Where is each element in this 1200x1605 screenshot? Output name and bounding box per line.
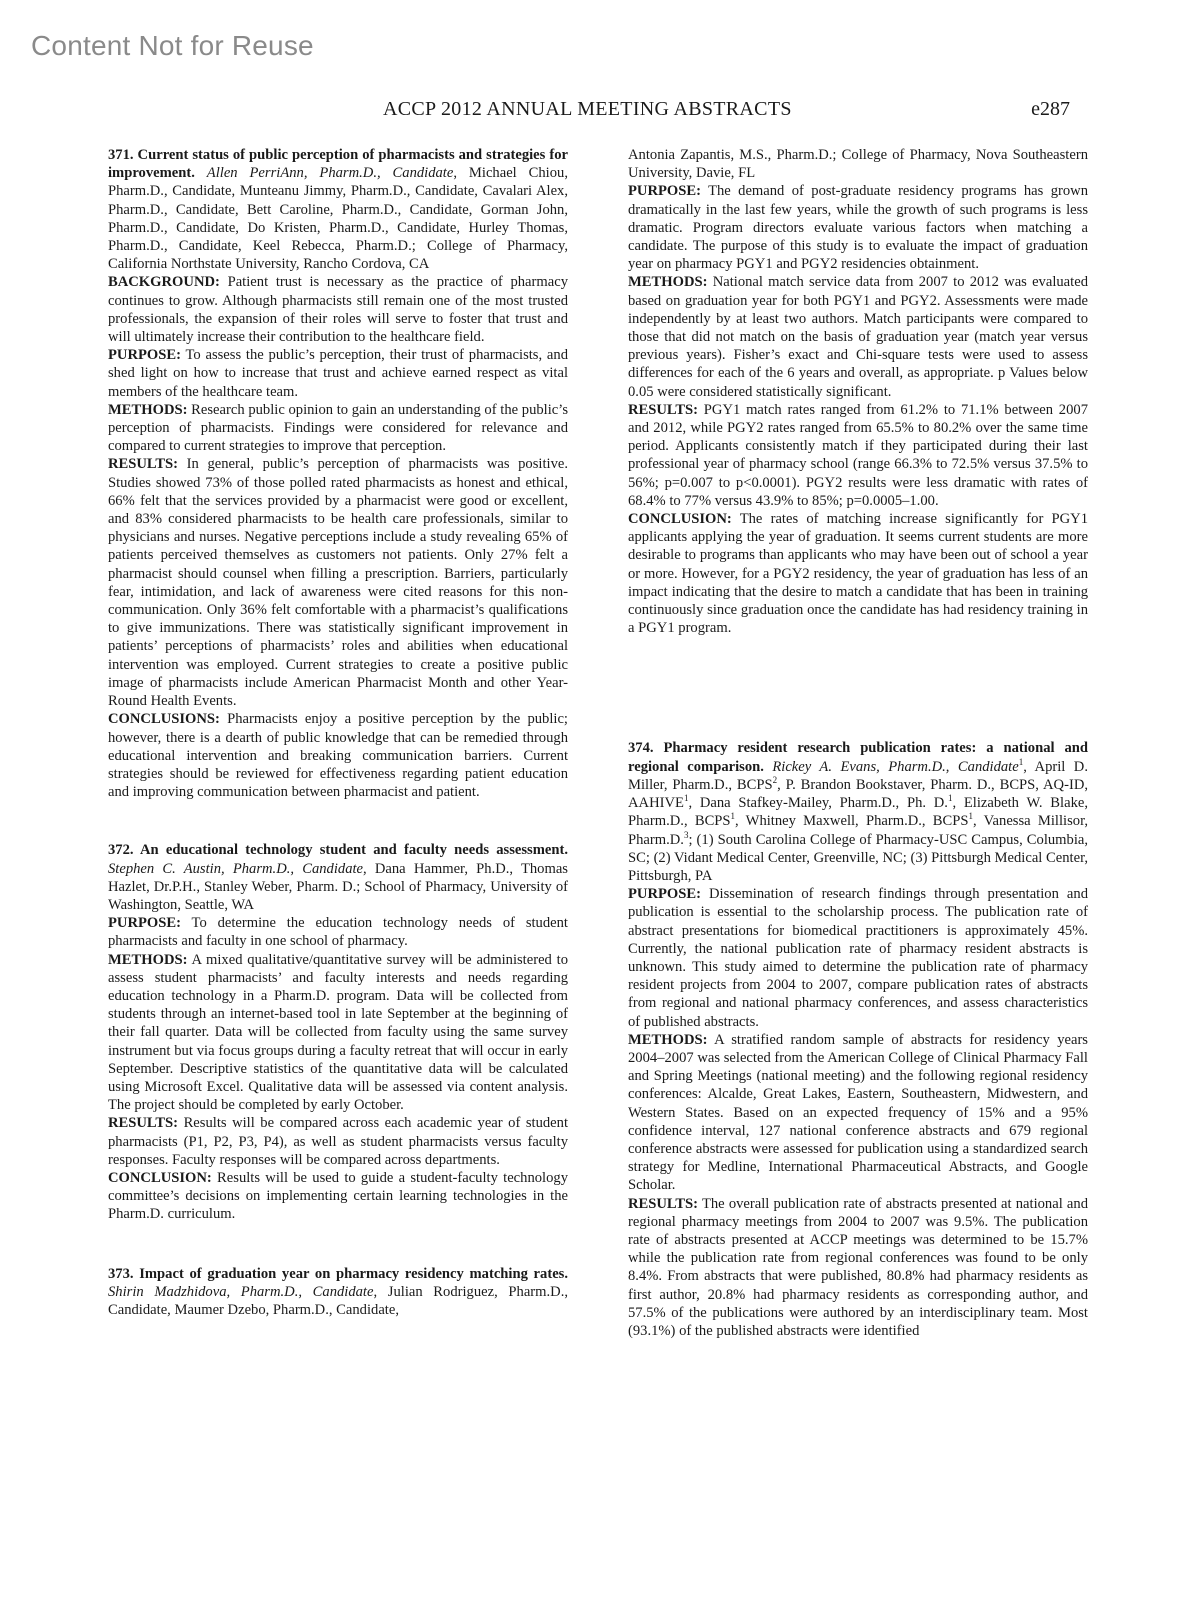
abstract-372-title: 372. An educational technology student and faculty needs assessment. xyxy=(108,842,568,859)
abstract-373-results xyxy=(628,401,1088,510)
affiliation-marker: 2 xyxy=(772,775,778,786)
abstract-374 xyxy=(628,739,1088,1340)
spacer xyxy=(108,801,568,841)
section-text: A stratified random sample of abstracts for residency years 2004–2007 was selected from the American College of Clinical Pharmacy Fall and Spring Meetings (national meeting) and the following regional residency conferences: Alcalde, Great Lakes, Eastern, Southeastern, Midwestern, and Western States. Based on an expected frequency of 15% and a 95% confidence interval, 127 national conference abstracts and 679 regional conference abstracts were assessed for publication using a standardized search strategy for Medline, International Pharmaceutical Abstracts, and Google Scholar. xyxy=(628,1031,1088,1194)
page-number: e287 xyxy=(1031,98,1070,120)
section-label: CONCLUSIONS: xyxy=(108,711,220,728)
section-label: RESULTS: xyxy=(108,1115,179,1132)
left-column xyxy=(108,146,568,1319)
section-label: RESULTS: xyxy=(628,401,699,418)
section-label: PURPOSE: xyxy=(108,915,181,932)
section-label: RESULTS: xyxy=(108,456,179,473)
section-label: METHODS: xyxy=(108,401,188,418)
abstract-371-results xyxy=(108,455,568,710)
section-text: A mixed qualitative/quantitative survey will be administered to assess student pharmacists’ and faculty interests and needs regarding education technology in a Pharm.D. program. Data will be collected from students through an internet-based tool in late September at the beginning of their fall quarter. Data will be collected from faculty using the same survey instrument but via focus groups during a faculty retreat that will occur in early September. Descriptive statistics of the quantitative data will be calculated using Microsoft Excel. Qualitative data will be assessed via content analysis. The project should be completed by early October. xyxy=(108,951,568,1114)
abstract-373-authors: , Julian Rodriguez, Pharm.D., Candidate, Maumer Dzebo, Pharm.D., Candidate, xyxy=(108,1283,568,1318)
abstract-374-author-4: , Dana Stafkey-Mailey, Pharm.D., Ph. D. xyxy=(688,795,948,812)
abstract-373-heading xyxy=(108,1265,568,1320)
section-text: The overall publication rate of abstracts presented at national and regional pharmacy meetings from 2004 to 2007 was 9.5%. The publication rate of abstracts presented at ACCP meetings was determined to be 15.7% while the publication rate from regional conferences was found to be only 8.4%. From abstracts that were published, 80.8% had pharmacy residents as first author, 20.8% had pharmacy residents as corresponding author, and 57.5% of the publications were authored by an interdisciplinary team. Most (93.1%) of the published abstracts were identified xyxy=(628,1195,1088,1339)
abstract-372-purpose xyxy=(108,914,568,950)
running-head xyxy=(108,98,1070,124)
abstract-373-purpose xyxy=(628,182,1088,273)
abstract-373-start xyxy=(108,1265,568,1320)
abstract-371-purpose xyxy=(108,346,568,401)
abstract-371-title: 371. Current status of public perception of pharmacists and strategies for improvement. xyxy=(108,147,568,182)
abstract-374-purpose xyxy=(628,885,1088,1031)
abstract-372-first-author: Stephen C. Austin, Pharm.D., Candidate xyxy=(108,860,364,877)
section-text: Results will be used to guide a student-faculty technology committee’s decisions on implementing certain learning technologies in the Pharm.D. curriculum. xyxy=(108,1169,568,1223)
affiliation-marker: 1 xyxy=(1018,756,1024,767)
abstract-374-author-5: , Elizabeth W. Blake, Pharm.D., BCPS xyxy=(628,795,1088,830)
abstract-373-conclusion xyxy=(628,510,1088,637)
abstract-371-authors: , Michael Chiou, Pharm.D., Candidate, Munteanu Jimmy, Pharm.D., Candidate, Cavalari Alex, Pharm.D., Candidate, Bett Caroline, Pharm.D., Candidate, Gorman John, Pharm.D., Candidate, Do Kristen, Pharm.D., Candidate, Hurley Thomas, Pharm.D., Candidate, Keel Rebecca, Pharm.D.; College of Pharmacy, California Northstate University, Rancho Cordova, CA xyxy=(108,165,568,273)
section-label: PURPOSE: xyxy=(628,183,701,200)
affiliation-marker: 1 xyxy=(730,811,736,822)
section-text: The demand of post-graduate residency programs has grown dramatically in the last few years, while the growth of such programs is less dramatic. Program directors evaluate various factors when matching a candidate. The purpose of this study is to evaluate the impact of graduation year on pharmacy PGY1 and PGY2 residencies obtainment. xyxy=(628,183,1088,273)
abstract-373-title: 373. Impact of graduation year on pharmacy residency matching rates. xyxy=(108,1265,568,1282)
abstract-372-results xyxy=(108,1114,568,1169)
abstract-373-authors-continued: Antonia Zapantis, M.S., Pharm.D.; College of Pharmacy, Nova Southeastern University, Davie, FL xyxy=(628,147,1088,182)
abstract-372 xyxy=(108,841,568,1223)
abstract-374-author-3: , P. Brandon Bookstaver, Pharm. D., BCPS, AQ-ID, AAHIVE xyxy=(628,776,1089,812)
section-label: METHODS: xyxy=(628,1031,708,1048)
section-text: In general, public’s perception of pharmacists was positive. Studies showed 73% of those polled rated pharmacists as honest and ethical, 66% felt that the services provided by a pharmacist were good or excellent, and 83% considered pharmacists to be health care professionals, similar to physicians and nurses. Negative perceptions include a study revealing 65% of patients perceived themselves as customers not patients. Only 27% felt a pharmacist should counsel when filling a prescription. Barriers, particularly fear, intimidation, and lack of awareness were cited reasons for this non-communication. Only 36% felt comfortable with a pharmacist’s qualifications to give immunizations. There was statistically significant improvement in patients’ perceptions of pharmacists’ roles and abilities when educational intervention was employed. Current strategies to create a positive public image of pharmacists include American Pharmacist Month and other Year-Round Health Events. xyxy=(108,456,568,710)
abstract-374-methods xyxy=(628,1031,1088,1195)
section-text: Pharmacists enjoy a positive perception by the public; however, there is a dearth of public knowledge that can be remedied through educational intervention and breaking communication barriers. Current strategies should be reviewed for effectiveness regarding patient education and improving communication between pharmacist and patient. xyxy=(108,711,568,801)
abstract-371-heading xyxy=(108,146,568,273)
abstract-374-author-7: , Vanessa Millisor, Pharm.D. xyxy=(628,813,1088,848)
section-label: PURPOSE: xyxy=(108,347,181,364)
affiliation-marker: 1 xyxy=(683,793,689,804)
right-column xyxy=(628,146,1088,1340)
section-label: METHODS: xyxy=(628,274,708,291)
abstract-372-authors: , Dana Hammer, Ph.D., Thomas Hazlet, Dr.P.H., Stanley Weber, Pharm. D.; School of Pharmacy, University of Washington, Seattle, WA xyxy=(108,860,568,913)
abstract-372-heading xyxy=(108,841,568,914)
spacer xyxy=(628,637,1088,739)
section-text: To assess the public’s perception, their trust of pharmacists, and shed light on how to increase that trust and achieve earned respect as vital members of the healthcare team. xyxy=(108,347,568,400)
affiliation-marker: 1 xyxy=(947,793,953,804)
section-label: CONCLUSION: xyxy=(628,511,732,528)
abstract-373-methods xyxy=(628,273,1088,400)
abstract-372-methods xyxy=(108,951,568,1115)
section-label: METHODS: xyxy=(108,951,188,968)
section-label: PURPOSE: xyxy=(628,886,701,903)
abstract-374-results xyxy=(628,1195,1088,1341)
abstract-373-first-author: Shirin Madzhidova, Pharm.D., Candidate xyxy=(108,1283,374,1300)
section-label: CONCLUSION: xyxy=(108,1169,212,1186)
abstract-372-conclusion xyxy=(108,1169,568,1224)
abstract-374-author-2: , April D. Miller, Pharm.D., BCPS xyxy=(628,758,1088,793)
section-text: PGY1 match rates ranged from 61.2% to 71.1% between 2007 and 2012, while PGY2 rates ranged from 65.5% to 80.2% over the same time period. Applicants consistently match if they participated during their last professional year of pharmacy school (range 66.3% to 72.5% versus 37.5% to 56%; p=0.007 to p<0.0001). PGY2 results were less dramatic with rates of 68.4% to 77% versus 43.9% to 85%; p=0.0005–1.00. xyxy=(628,401,1088,509)
affiliation-marker: 3 xyxy=(683,829,689,840)
spacer xyxy=(108,1224,568,1265)
abstract-374-affiliations: ; (1) South Carolina College of Pharmacy-USC Campus, Columbia, SC; (2) Vidant Medical Center, Greenville, NC; (3) Pittsburgh Medical Center, Pittsburgh, PA xyxy=(628,831,1088,884)
abstract-371-first-author: Allen PerriAnn, Pharm.D., Candidate xyxy=(206,165,454,182)
abstract-371 xyxy=(108,146,568,801)
section-text: The rates of matching increase significantly for PGY1 applicants applying the year of graduation. It seems current students are more desirable to programs than applicants who may have been out of school a year or more. However, for a PGY2 residency, the year of graduation has less of an impact indicating that the desire to match a candidate that has been in training continuously since graduation once the candidate has had residency training in a PGY1 program. xyxy=(628,511,1088,637)
section-label: BACKGROUND: xyxy=(108,274,220,291)
journal-section-title: ACCP 2012 ANNUAL MEETING ABSTRACTS xyxy=(383,98,792,120)
section-text: National match service data from 2007 to 2012 was evaluated based on graduation year for both PGY1 and PGY2. Assessments were made independently by at least two authors. Match participants were compared to those that did not match on the basis of graduation year (match year versus previous years). Fisher’s exact and Chi-square tests were used to assess differences for each of the 6 years and overall, as appropriate. p Values below 0.05 were considered statistically significant. xyxy=(628,274,1088,400)
section-label: RESULTS: xyxy=(628,1195,699,1212)
affiliation-marker: 1 xyxy=(968,811,973,822)
section-text: Research public opinion to gain an understanding of the public’s perception of pharmacists. Findings were considered for relevance and compared to current strategies to improve that perception. xyxy=(108,401,568,455)
abstract-374-heading xyxy=(628,739,1088,885)
abstract-373-continued xyxy=(628,146,1088,637)
abstract-371-background xyxy=(108,273,568,346)
section-text: Patient trust is necessary as the practice of pharmacy continues to grow. Although pharmacists still remain one of the most trusted professionals, the expansion of their roles will serve to foster that trust and will ultimately increase their contribution to the healthcare field. xyxy=(108,274,568,346)
section-text: Dissemination of research findings through presentation and publication is essential to the scholarship process. The publication rate of abstract presentations for biomedical practitioners is approximately 45%. Currently, the national publication rate of pharmacy resident abstracts is unknown. This study aimed to determine the publication rate of pharmacy resident projects from 2004 to 2007, compare publication rates of abstracts from regional and national pharmacy conferences, and assess characteristics of published abstracts. xyxy=(628,886,1088,1030)
abstract-374-first-author: Rickey A. Evans, Pharm.D., Candidate xyxy=(772,758,1019,775)
abstract-374-title: 374. Pharmacy resident research publication rates: a national and regional comparison. xyxy=(628,740,1088,775)
abstract-371-methods xyxy=(108,401,568,456)
abstract-371-conclusions xyxy=(108,710,568,801)
abstract-374-author-6: , Whitney Maxwell, Pharm.D., BCPS xyxy=(735,813,969,830)
section-text: Results will be compared across each academic year of student pharmacists (P1, P2, P3, P4), as well as student pharmacists versus faculty responses. Faculty responses will be compared across departments. xyxy=(108,1115,568,1168)
section-text: To determine the education technology needs of student pharmacists and faculty in one school of pharmacy. xyxy=(108,915,568,950)
watermark: Content Not for Reuse xyxy=(31,30,314,61)
